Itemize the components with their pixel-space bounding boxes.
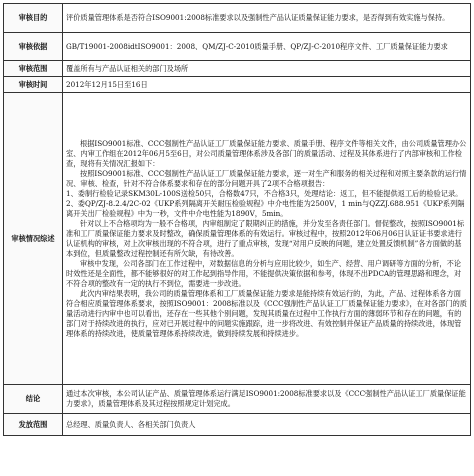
- situation-paragraph-intro: 根据ISO9001标准、CCC强制性产品认证工厂质量保证能力要求、质量手册、程序文件等相关文件，由公司质量管理办公室、内审工作组在2012年06月5至6日，对公司质量管理体系涉及各部门的质量活动、过程及其体系进行了内部审核和工作检查，现将有关情况汇报如下：: [66, 138, 467, 168]
- situation-paragraph-summary: 此次内审结果表明，我公司的质量管理体系和工厂质量保证能力要求是能持续有效运行的，为此，产品、过程体系各方面符合相应质量管理体系要求，按照ISO9001：2008标准以及《CCC强制性产品认证工厂质量保证能力要求》，在对各部门的质量活动进行内审中也可以看出，还存在一些其他个别问题，发现其质量在过程中工作执行方面的薄弱环节和存在的问题，有的部门对于持续改进的执行，应对已开展过程中的问题实施跟踪，进一步将改进、有效控制并保证产品质量的持续改进，体现管理体系的持续改进，使质量管理体系持续改进，做到持续发展和持续进步。: [66, 288, 467, 338]
- row-basis: [4, 33, 471, 61]
- label-distribution: 发放范围: [4, 414, 63, 436]
- situation-paragraph-rectification: 针对以上不合格项均为一般不合格项，内审组制定了限期纠正的措施，并分发至各责任部门。督促整改，按照ISO9001标准和工厂质量保证能力要求及时整改，确保质量管理体系的有效运行。审核过程中，按照2012年06月06日认证证书要求进行认证机构的审核，对上次审核出现的不符合项，进行了重点审核，发现“对用户反映的问题，建立处置反馈机制”各方面做的基本到位，但质量整改过程控制还有所欠缺，有待改善。: [66, 218, 465, 258]
- content-time: 2012年12月15日至16日: [63, 77, 471, 93]
- content-scope: 覆盖所有与产品认证相关的部门及场所: [63, 61, 471, 77]
- row-situation: [4, 93, 471, 385]
- content-basis: GB/T19001-2008idtISO9001：2008、QM/ZJ-C-2010质量手册、QP/ZJ-C-2010程序文件、工厂质量保证能力要求: [63, 33, 471, 61]
- situation-paragraph-findings: 审核中发现，公司各部门在工作过程中，对数据信息的分析与应用比较少，如生产、经营、用户调研等方面的分析，不论时效性还是全面性，都不能够很好的对工作起到指导作用，不能提供决策依据和参考，体现不出PDCA的管理思路和理念，对不符合项的整改有一定的执行不到位，需要进一步改进。: [66, 258, 462, 288]
- label-scope: 审核范围: [4, 61, 63, 77]
- situation-paragraph-method: 按照ISO9001标准、CCC强制性产品认证工厂质量保证能力要求，逐一对生产和服务的相关过程和对照主要条款的运行情况、审核、检查，针对不符合体系要求和存在的部分问题开具了2项不合格项报告：: [66, 168, 467, 188]
- label-conclusion: 结论: [4, 385, 63, 414]
- row-purpose: [4, 4, 471, 33]
- row-distribution: [4, 414, 471, 436]
- audit-report-table: [3, 3, 471, 436]
- situation-paragraph-item-1: 1、委制行检验记录SKM30L-100S送检50只，合格数47只，不合格3只，处理结论：返工，但不能提供返工后的检验记录。: [66, 188, 463, 198]
- row-conclusion: [4, 385, 471, 414]
- label-time: 审核时间: [4, 77, 63, 93]
- label-purpose: 审核目的: [4, 4, 63, 33]
- content-conclusion: 通过本次审核，本公司认证产品、质量管理体系运行满足ISO9001:2008标准要求以及《CCC强制性产品认证工厂质量保证能力要求》，质量管理体系及其过程按照规定计划完成。: [63, 385, 471, 414]
- row-scope: [4, 61, 471, 77]
- content-purpose: 评价质量管理体系是否符合ISO9001:2008标准要求以及强制性产品认证质量保证能力要求，是否得到有效实施与保持。: [63, 4, 471, 33]
- situation-paragraph-item-2: 2、委QP/ZJ-8.2.4/2C-02《UKP系列隔离开关耐压检验规程》中介电性能为2500V，1 min与QZZJ.688.951《UKP系列隔离开关出厂检验规程》中为一秒，文件中介电性能为1890V，5min。: [66, 198, 465, 218]
- label-situation: 审核情况综述: [4, 93, 63, 385]
- content-situation: [63, 93, 471, 385]
- label-basis: 审核依据: [4, 33, 63, 61]
- content-distribution: 总经理、质量负责人、各相关部门负责人: [63, 414, 471, 436]
- row-time: [4, 77, 471, 93]
